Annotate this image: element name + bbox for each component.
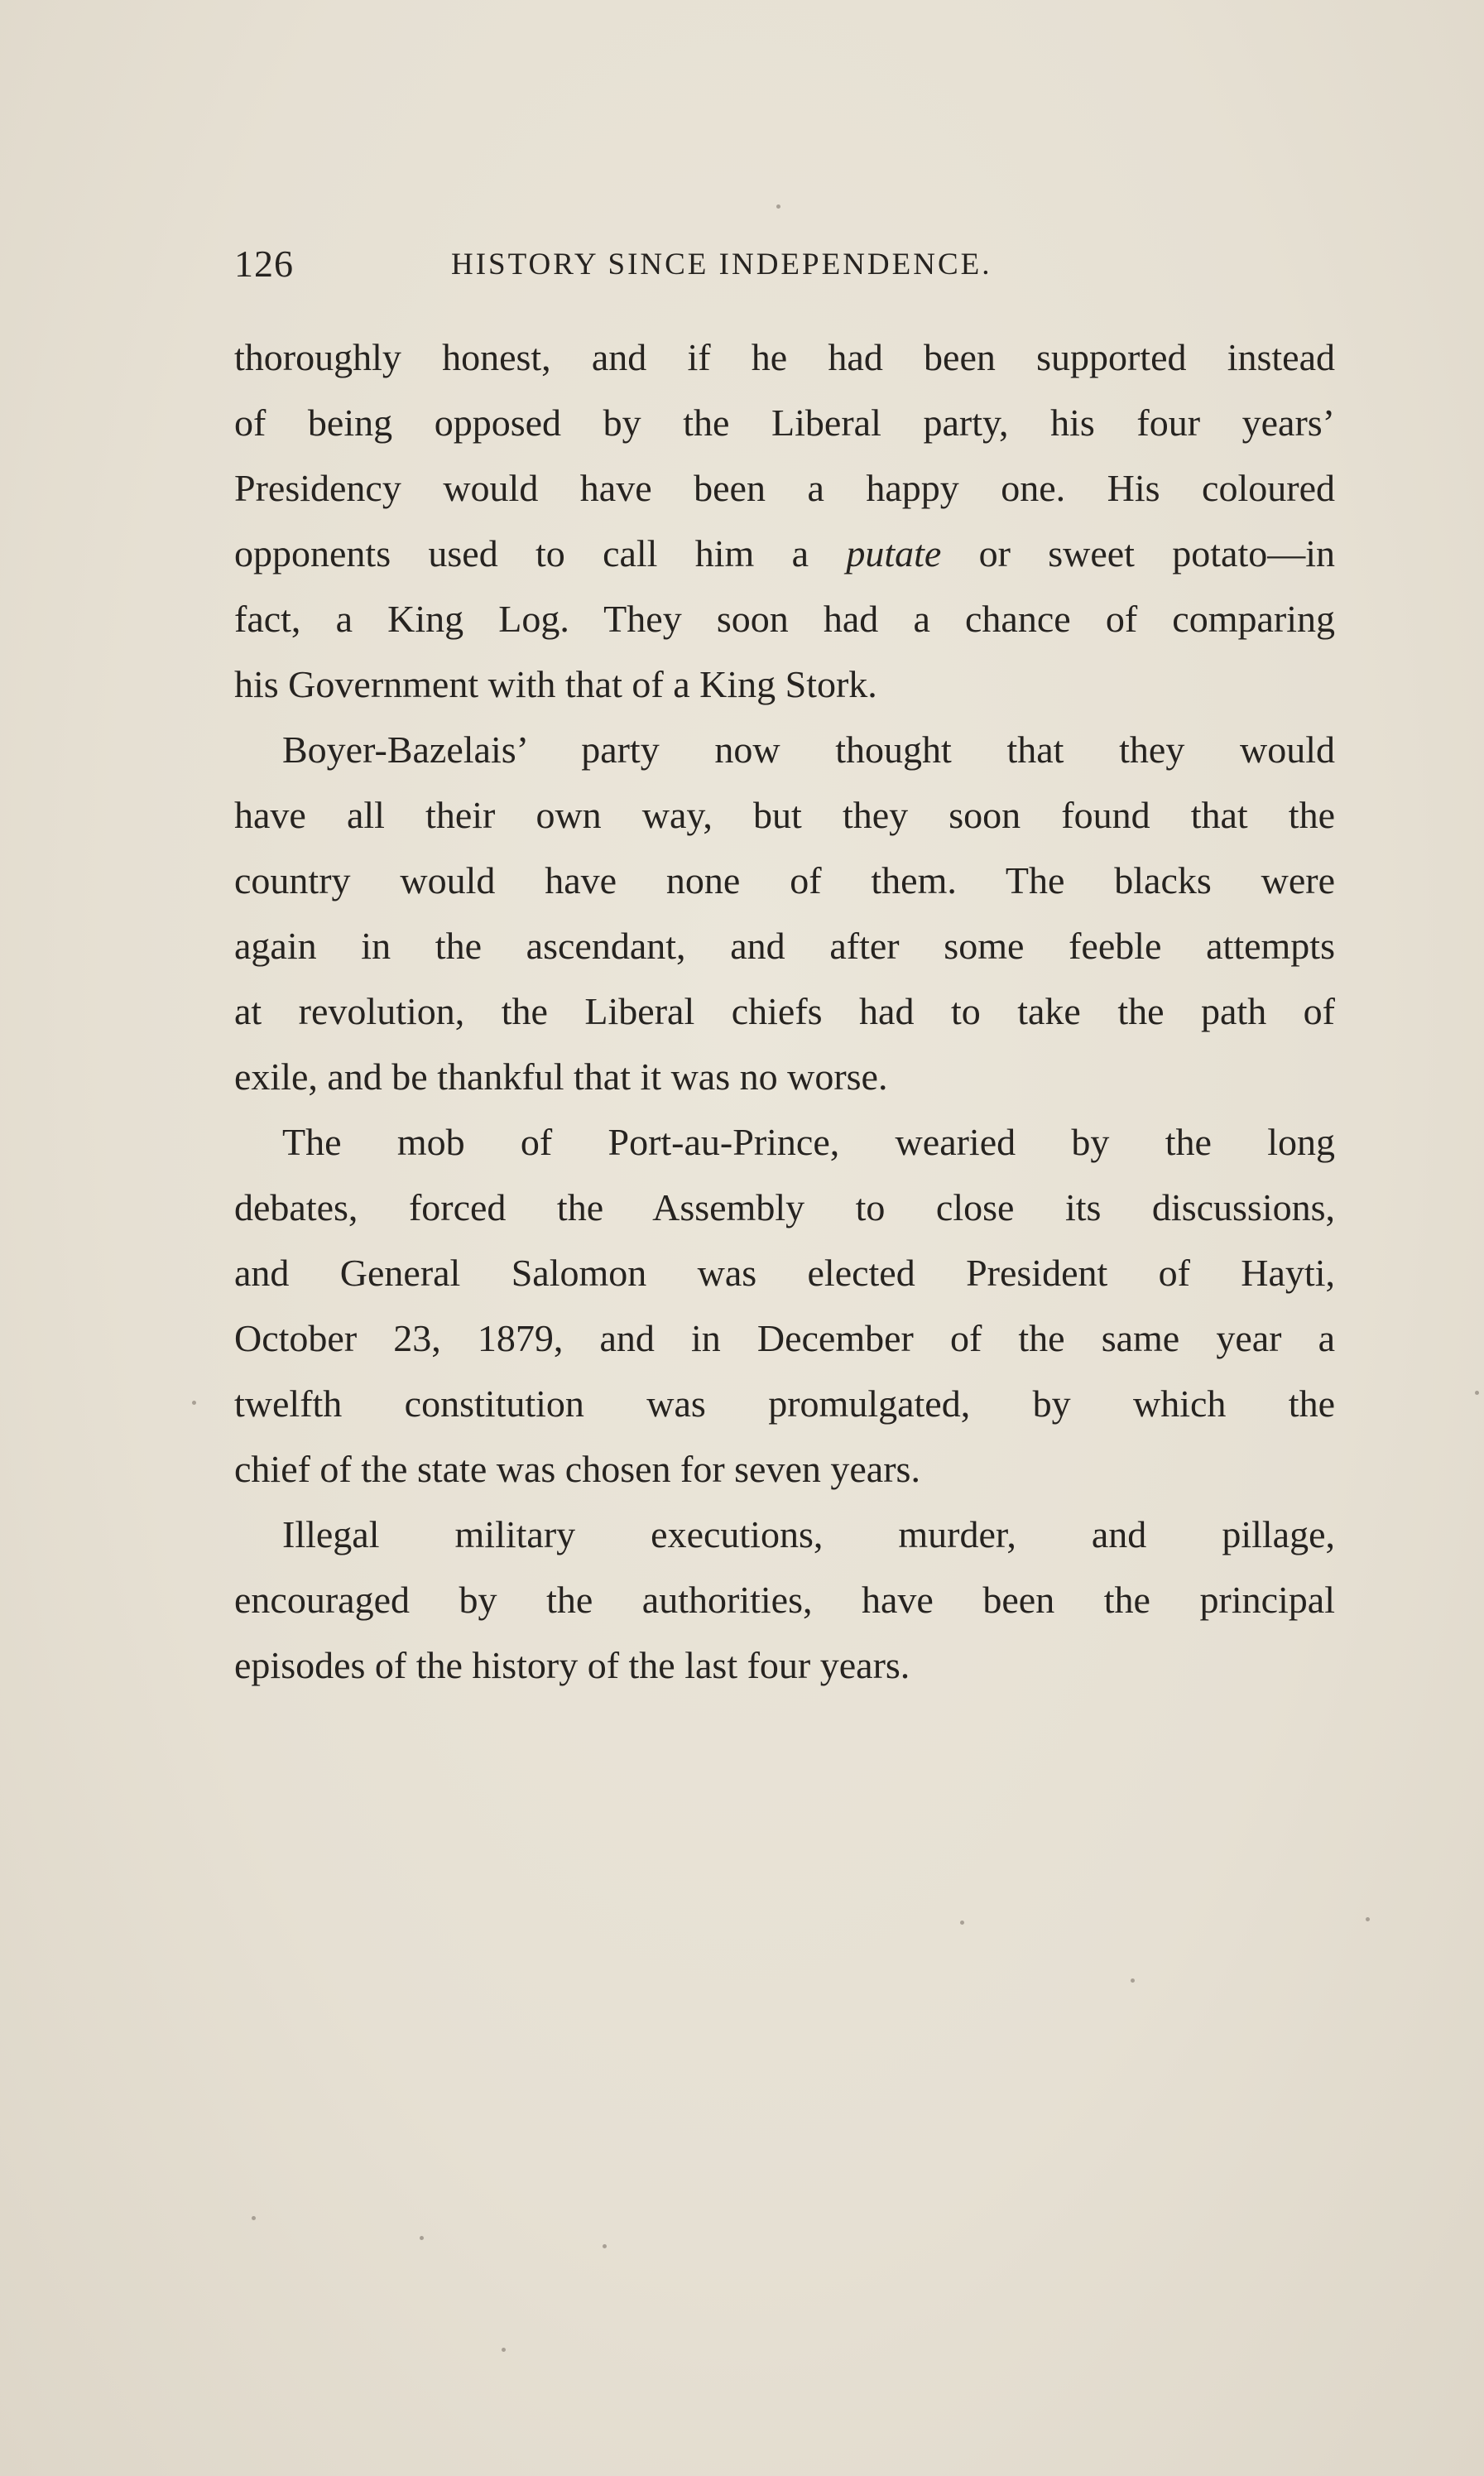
text-line: chief of the state was chosen for seven years. [234, 1448, 920, 1490]
text-fragment: or sweet potato—in [941, 532, 1335, 575]
page-header [234, 242, 1335, 300]
text-line: again in the ascendant, and after some feeble attempts [234, 925, 1335, 967]
text-line [234, 521, 1335, 586]
text-fragment: opponents used to call him a [234, 532, 847, 575]
body-text [234, 325, 1335, 1698]
italic-word: putate [846, 532, 942, 575]
paper-speck [603, 2244, 607, 2248]
paper-speck [960, 1921, 964, 1925]
text-line: exile, and be thankful that it was no worse. [234, 1055, 888, 1098]
paper-speck [776, 204, 780, 209]
text-line: October 23, 1879, and in December of the same year a [234, 1317, 1335, 1359]
paper-speck [1475, 1391, 1479, 1395]
text-line: episodes of the history of the last four years. [234, 1644, 910, 1686]
text-line: thoroughly honest, and if he had been supported instead [234, 336, 1335, 378]
paper-speck [1366, 1917, 1370, 1921]
paper-speck [252, 2216, 256, 2220]
running-head: HISTORY SINCE INDEPENDENCE. [451, 248, 992, 281]
page-number: 126 [234, 243, 294, 285]
text-line: have all their own way, but they soon found that the [234, 794, 1335, 836]
text-line: fact, a King Log. They soon had a chance of comparing [234, 598, 1335, 640]
text-line: The mob of Port-au-Prince, wearied by the long [282, 1121, 1335, 1163]
paper-speck [502, 2348, 506, 2352]
text-line: country would have none of them. The blacks were [234, 859, 1335, 901]
text-line: debates, forced the Assembly to close its discussions, [234, 1186, 1335, 1228]
paper-speck [420, 2236, 424, 2240]
text-line: at revolution, the Liberal chiefs had to take the path of [234, 990, 1335, 1032]
paper-speck [1131, 1978, 1135, 1983]
text-line: Boyer-Bazelais’ party now thought that they would [282, 728, 1335, 771]
text-line: and General Salomon was elected President of Hayti, [234, 1252, 1335, 1294]
text-line: twelfth constitution was promulgated, by which the [234, 1382, 1335, 1425]
text-line: his Government with that of a King Stork. [234, 663, 877, 705]
text-line: of being opposed by the Liberal party, his four years’ [234, 401, 1335, 444]
text-line: Presidency would have been a happy one. His coloured [234, 467, 1335, 509]
text-line: encouraged by the authorities, have been the principal [234, 1579, 1335, 1621]
text-line: Illegal military executions, murder, and pillage, [282, 1513, 1335, 1555]
paper-speck [192, 1401, 196, 1405]
